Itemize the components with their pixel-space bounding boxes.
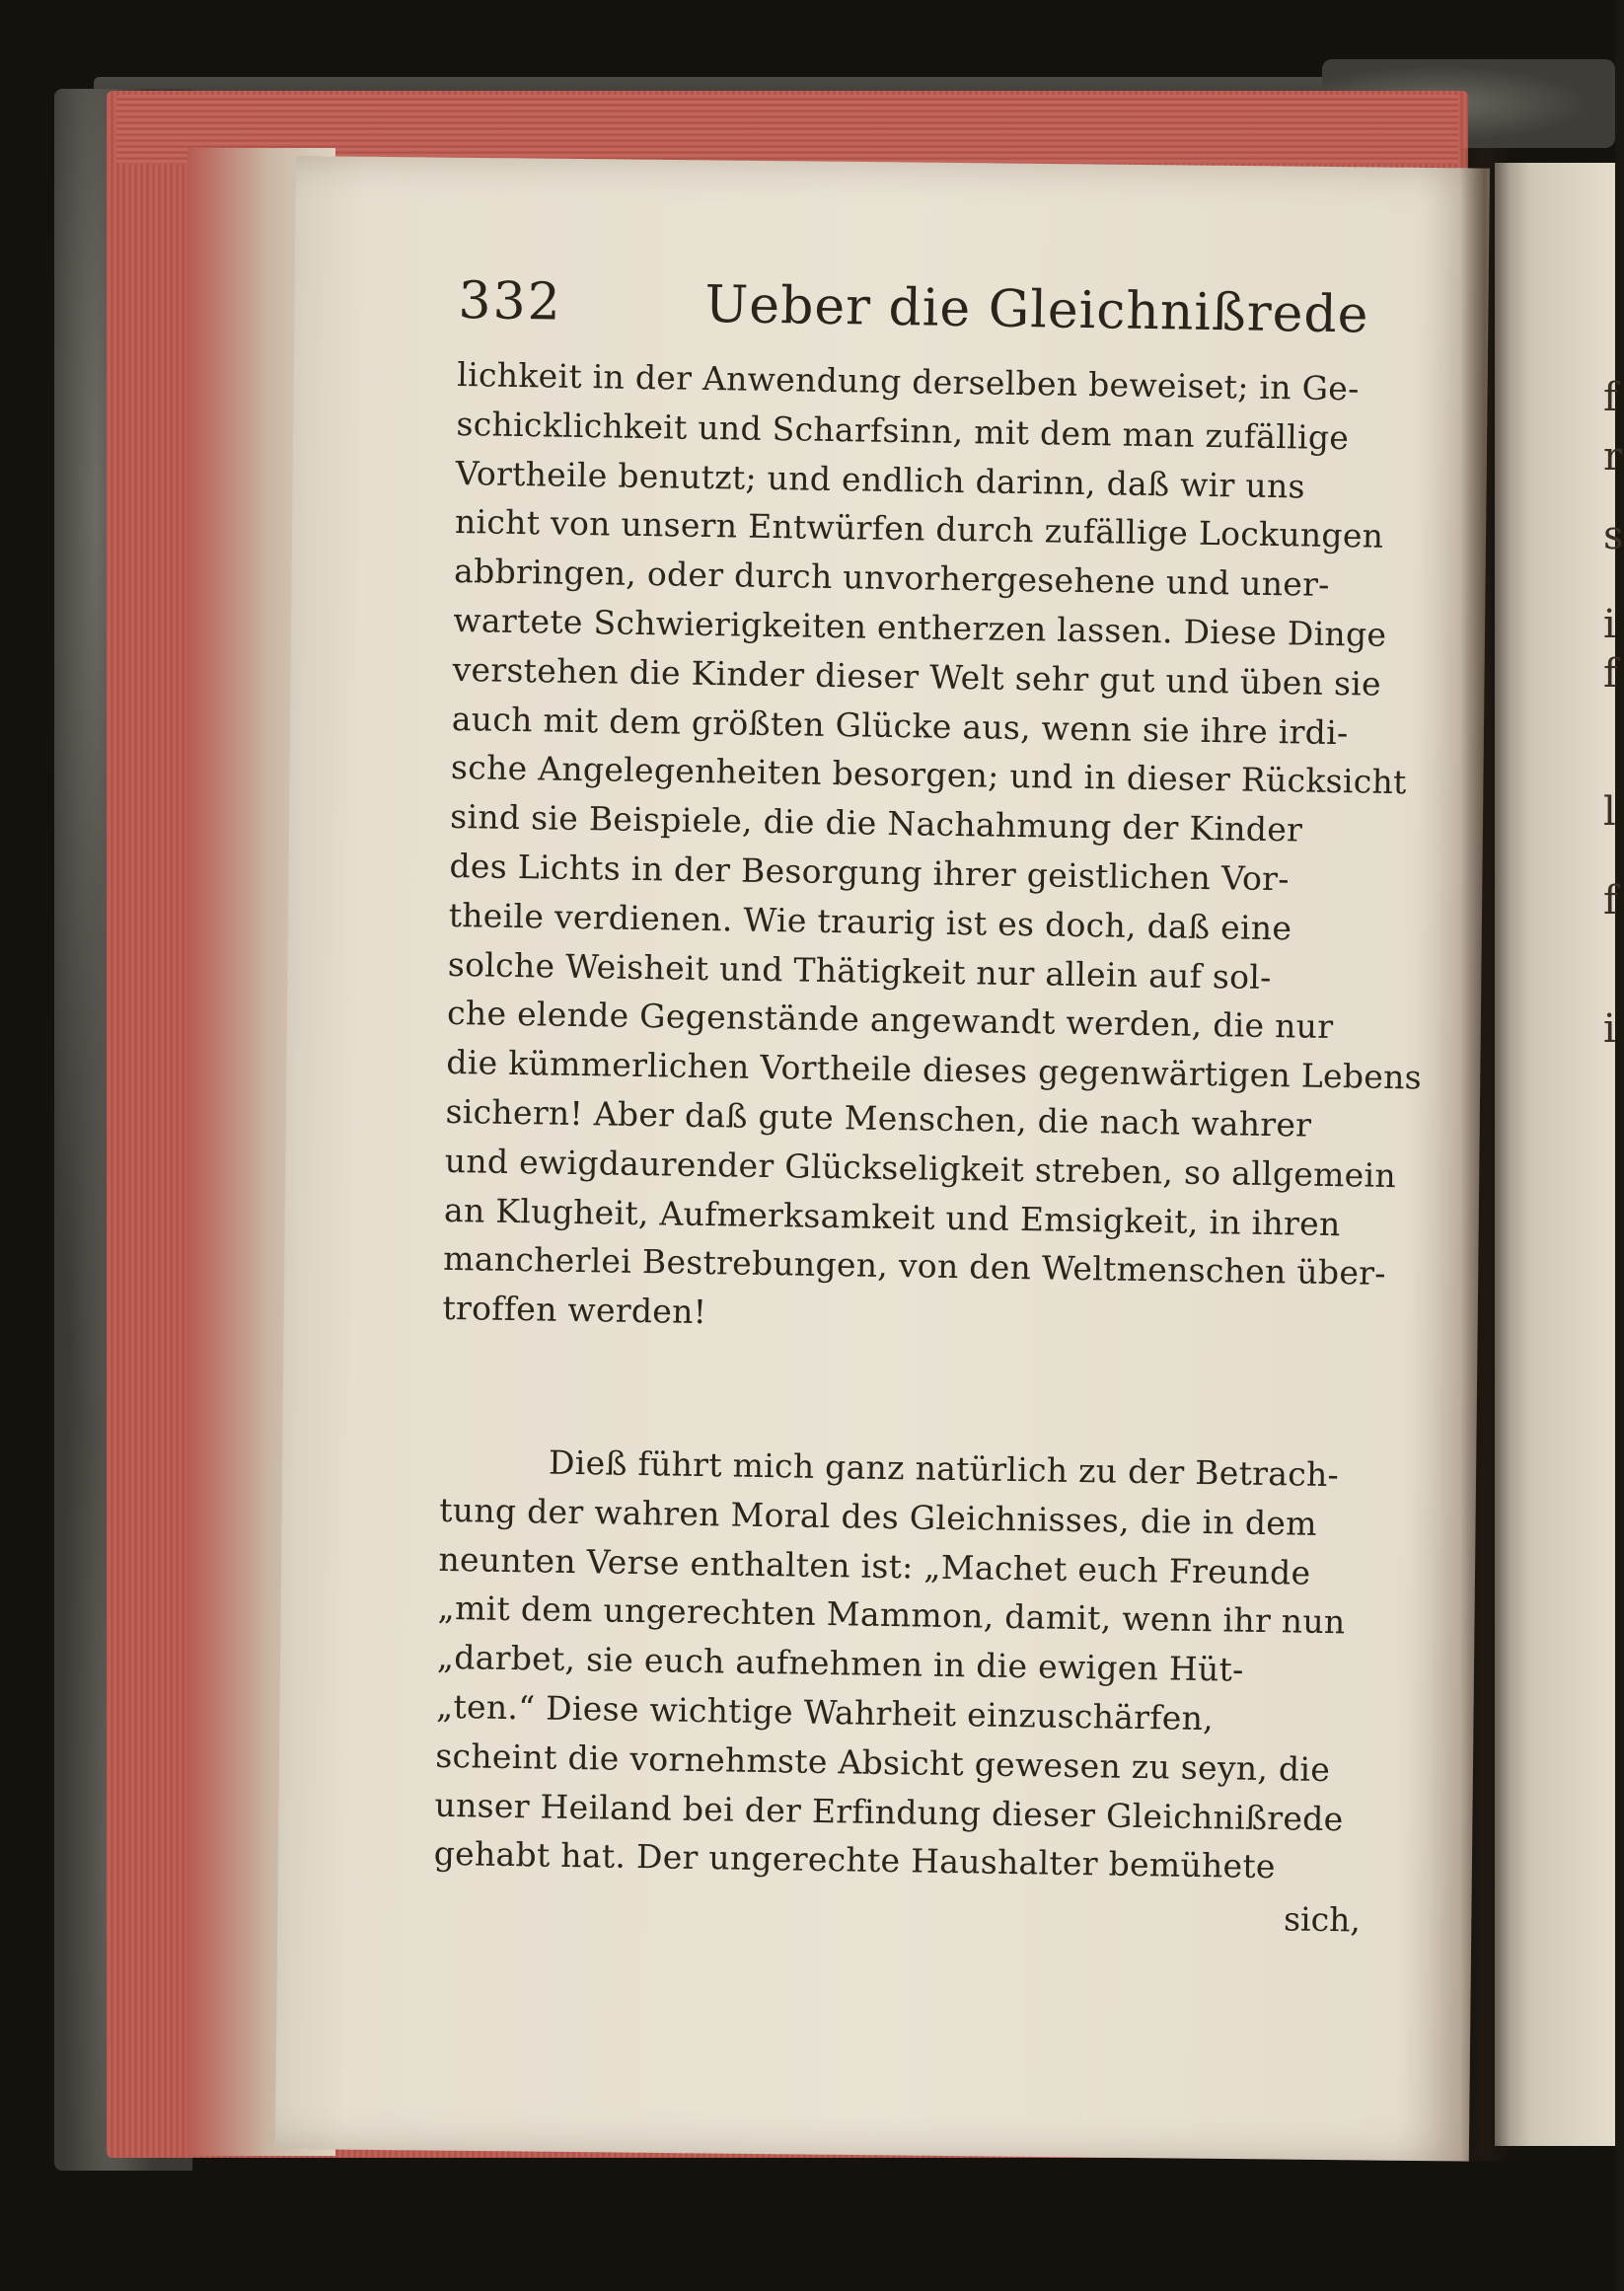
page-header [458,271,1396,365]
text-line: wartete Schwierigkeiten entherzen lassen. Diese Dinge [453,600,1387,654]
text-line: abbringen, oder durch unvorhergesehene und uner- [453,552,1330,605]
text-line: gehabt hat. Der ungerechte Haushalter bemühete [433,1834,1277,1886]
text-line: solche Weisheit und Thätigkeit nur allein auf sol- [447,944,1272,997]
facing-page-char: i [1603,1006,1616,1052]
text-line: und ewigdaurender Glückseligkeit streben, so allgemein [444,1141,1397,1195]
text-line: die kümmerlichen Vortheile dieses gegenwärtigen Lebens [446,1043,1423,1097]
text-line: „ten.“ Diese wichtige Wahrheit einzuschärfen, [435,1686,1215,1738]
text-line: lichkeit in der Anwendung derselben beweiset; in Ge- [457,354,1360,408]
text-line: mancherlei Bestrebungen, von den Weltmenschen über- [442,1239,1387,1293]
text-line: unser Heiland bei der Erfindung dieser Gleichnißrede [434,1785,1344,1838]
text-line: scheint die vornehmste Absicht gewesen zu seyn, die [435,1736,1331,1789]
text-line: neunten Verse enthalten ist: „Machet euch Freunde [438,1539,1311,1592]
text-line: nicht von unsern Entwürfen durch zufällige Lockungen [454,502,1384,556]
text-line: sind sie Beispiele, die die Nachahmung der Kinder [450,797,1303,850]
facing-page-char: l [1603,789,1616,835]
text-line: auch mit dem größten Glücke aus, wenn sie ihre irdi- [451,699,1349,752]
facing-page [1495,163,1615,2146]
page-text-block [433,271,1423,1948]
paragraph-2 [433,1437,1377,1893]
page-number: 332 [458,271,563,333]
running-head: Ueber die Gleichnißrede [704,274,1369,345]
catchword: sich, [1283,1899,1362,1940]
facing-page-char: f [1603,375,1618,420]
facing-page-char: i [1603,602,1616,647]
text-line: Vortheile benutzt; und endlich darinn, daß wir uns [455,453,1306,506]
text-line: an Klugheit, Aufmerksamkeit und Emsigkeit, in ihren [443,1190,1341,1243]
facing-page-char: f [1603,878,1618,924]
book-gutter [1460,148,1510,2161]
text-line: „mit dem ungerechten Mammon, damit, wenn ihr nun [437,1589,1346,1642]
text-line: schicklichkeit und Scharfsinn, mit dem man zufällige [456,404,1350,457]
text-line: sche Angelegenheiten besorgen; und in dieser Rücksicht [450,748,1407,802]
text-line: verstehen die Kinder dieser Welt sehr gut und üben sie [452,649,1382,703]
paragraph-1 [442,350,1423,1348]
text-line: troffen werden! [442,1289,707,1332]
text-line: sichern! Aber daß gute Menschen, die nach wahrer [445,1091,1312,1145]
text-line: „darbet, sie euch aufnehmen in die ewigen Hüt- [436,1637,1244,1689]
text-line: tung der wahren Moral des Gleichnisses, die in dem [438,1490,1318,1543]
facing-page-char: s [1603,513,1624,558]
facing-page-char: f [1603,651,1618,697]
text-line: des Lichts in der Besorgung ihrer geistlichen Vor- [449,846,1291,899]
text-line: che elende Gegenstände angewandt werden, die nur [446,994,1334,1047]
facing-page-char: r [1603,434,1623,480]
text-line: Dieß führt mich ganz natürlich zu der Betrach- [548,1442,1340,1495]
text-line: theile verdienen. Wie traurig ist es doch, daß eine [448,895,1292,948]
